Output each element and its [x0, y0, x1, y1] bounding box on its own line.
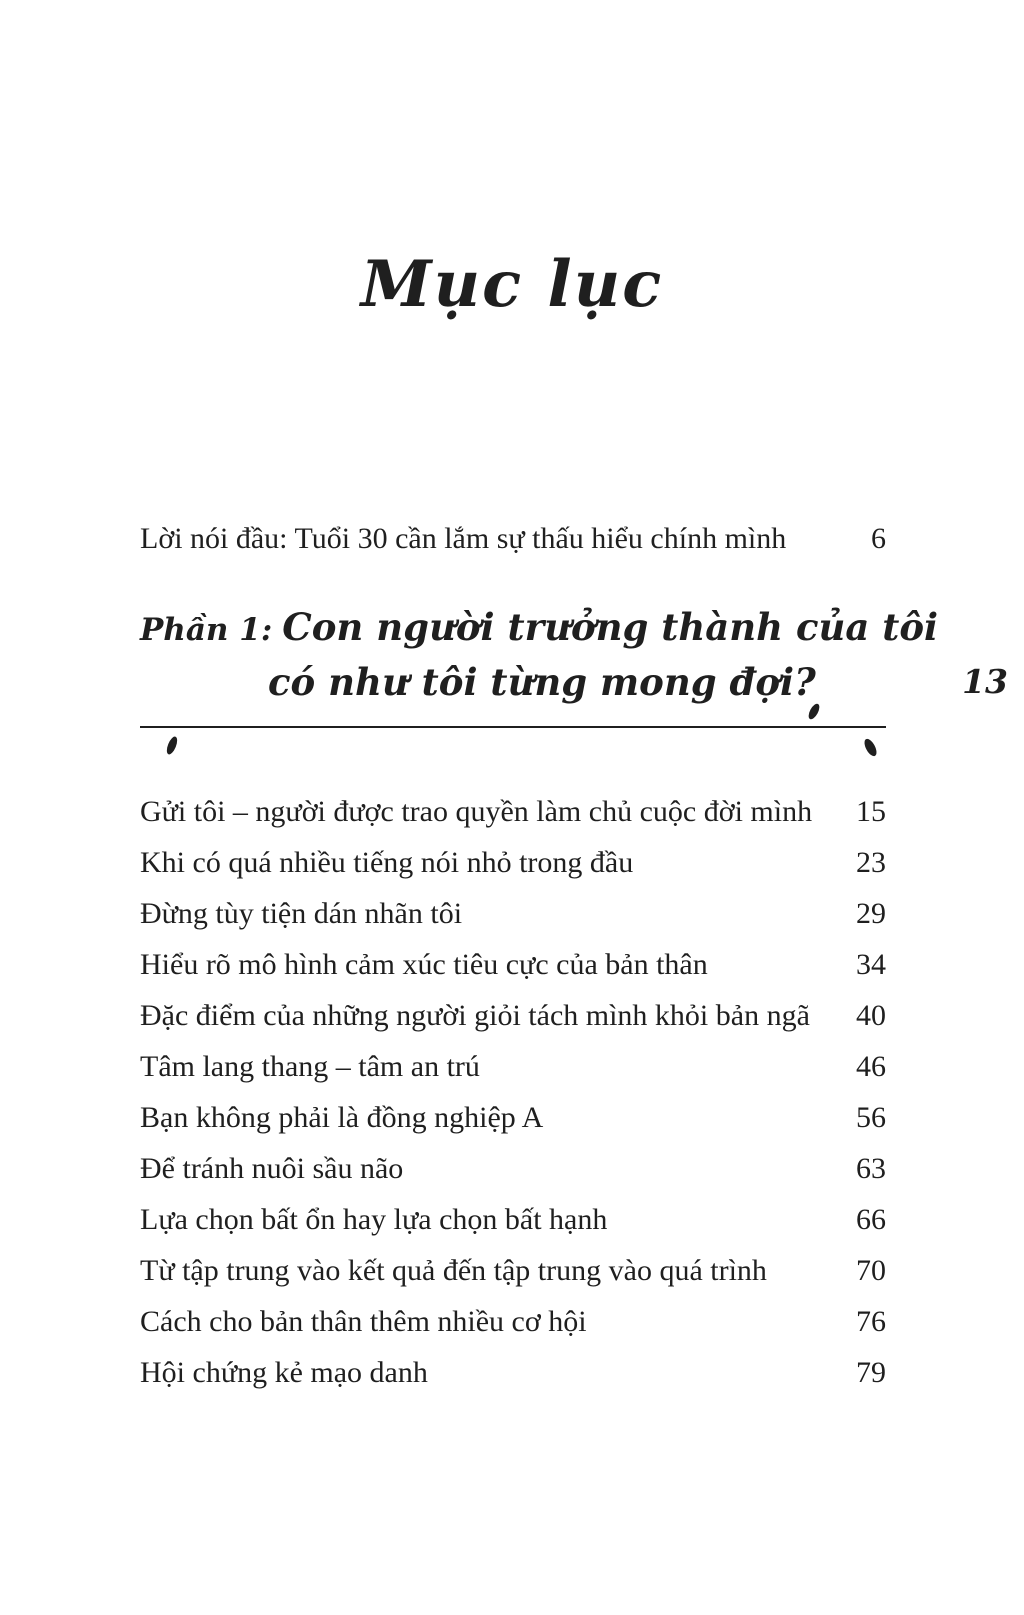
- toc-entry: [140, 888, 886, 939]
- toc-entry: [140, 1296, 886, 1347]
- part-title-lines: [140, 601, 938, 708]
- part-title-text: Con người trưởng thành của tôi: [282, 605, 939, 650]
- toc-entry: [140, 990, 886, 1041]
- part-heading: [140, 601, 1008, 708]
- chapter-page-number: 70: [856, 1253, 886, 1287]
- part-page-number: 13: [962, 662, 1008, 702]
- chapter-title: Đừng tùy tiện dán nhãn tôi: [140, 896, 463, 930]
- chapter-page-number: 63: [856, 1151, 886, 1185]
- toc-entry: [140, 1041, 886, 1092]
- toc-entry: [140, 1143, 886, 1194]
- chapter-page-number: 15: [856, 794, 886, 828]
- chapter-page-number: 29: [856, 896, 886, 930]
- toc-entry: [140, 1245, 886, 1296]
- chapter-page-number: 66: [856, 1202, 886, 1236]
- toc-entry: [140, 1194, 886, 1245]
- preface-page-number: 6: [871, 522, 886, 556]
- chapter-title: Tâm lang thang – tâm an trú: [140, 1049, 480, 1083]
- chapter-title: Đặc điểm của những người giỏi tách mình khỏi bản ngã: [140, 998, 810, 1032]
- preface-label: Lời nói đầu: Tuổi 30 cần lắm sự thấu hiểu chính mình: [140, 522, 787, 556]
- part-prefix: Phần 1:: [140, 612, 273, 649]
- part-title-line1: [140, 601, 938, 656]
- chapter-title: Để tránh nuôi sầu não: [140, 1151, 404, 1185]
- toc-entry: [140, 1347, 886, 1398]
- chapter-page-number: 23: [856, 845, 886, 879]
- chapter-title: Bạn không phải là đồng nghiệp A: [140, 1100, 544, 1134]
- chapter-page-number: 56: [856, 1100, 886, 1134]
- chapter-page-number: 34: [856, 947, 886, 981]
- chapter-title: Khi có quá nhiều tiếng nói nhỏ trong đầu: [140, 845, 634, 879]
- section-divider: [140, 726, 886, 728]
- chapter-title: Hội chứng kẻ mạo danh: [140, 1355, 428, 1389]
- chapter-title: Cách cho bản thân thêm nhiều cơ hội: [140, 1304, 587, 1338]
- chapter-page-number: 76: [856, 1304, 886, 1338]
- toc-entry: [140, 1092, 886, 1143]
- chapter-title: Hiểu rõ mô hình cảm xúc tiêu cực của bản thân: [140, 947, 708, 981]
- toc-entry: [140, 786, 886, 837]
- chapter-page-number: 79: [856, 1355, 886, 1389]
- part-title-line2: có như tôi từng mong đợi?: [268, 660, 816, 705]
- toc-entry: [140, 939, 886, 990]
- chapter-title: Từ tập trung vào kết quả đến tập trung vào quá trình: [140, 1253, 767, 1287]
- toc-entry: [140, 837, 886, 888]
- chapter-title: Gửi tôi – người được trao quyền làm chủ cuộc đời mình: [140, 794, 813, 828]
- chapter-page-number: 46: [856, 1049, 886, 1083]
- preface-entry: [140, 516, 886, 561]
- chapter-title: Lựa chọn bất ổn hay lựa chọn bất hạnh: [140, 1202, 608, 1236]
- chapter-list: [140, 786, 886, 1398]
- chapter-page-number: 40: [856, 998, 886, 1032]
- page-title: Mục lục: [360, 247, 664, 322]
